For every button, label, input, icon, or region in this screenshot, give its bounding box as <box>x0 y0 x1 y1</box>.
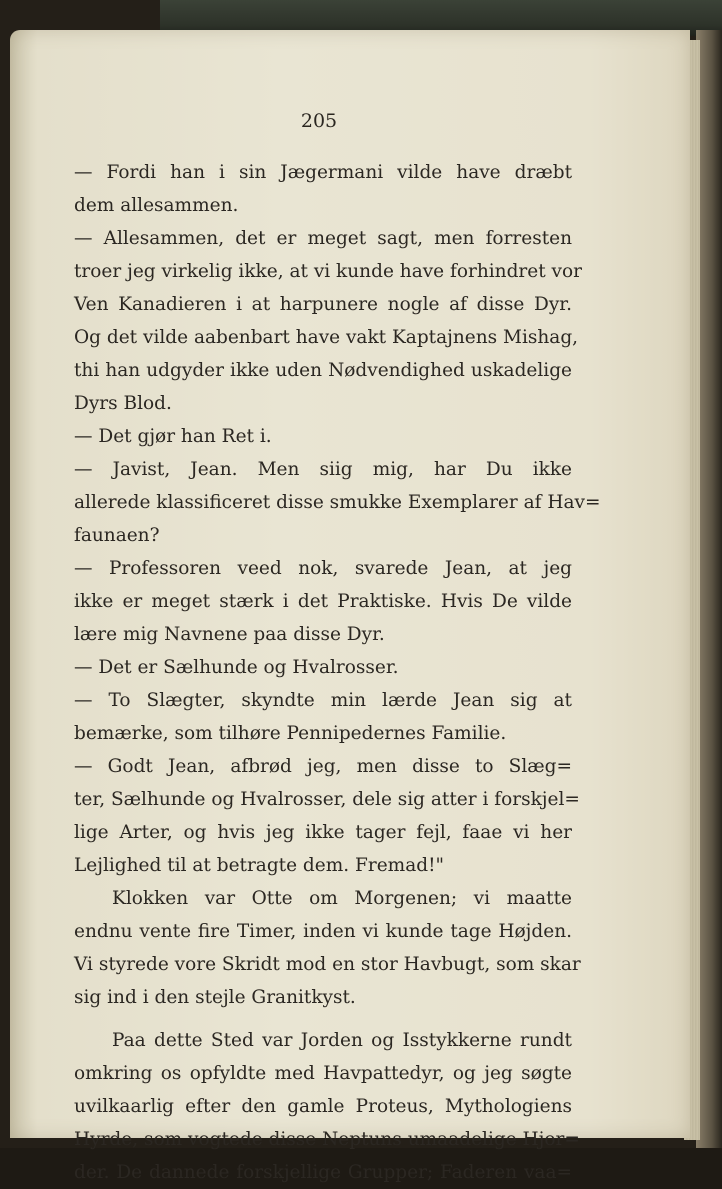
text-line: — Professoren veed nok, svarede Jean, at jeg <box>74 558 572 579</box>
text-line: uvilkaarlig efter den gamle Proteus, Mythologiens <box>74 1096 572 1117</box>
text-line: faunaen? <box>74 525 160 546</box>
text-line: — Allesammen, det er meget sagt, men forresten <box>74 228 572 249</box>
text-line: bemærke, som tilhøre Pennipedernes Familie. <box>74 723 507 744</box>
text-line: dem allesammen. <box>74 195 239 216</box>
text-line: Hyrde, som vogtede disse Neptuns umaadelige Hjor= <box>74 1129 580 1150</box>
text-line: lige Arter, og hvis jeg ikke tager fejl, faae vi her <box>74 822 572 843</box>
text-line: endnu vente fire Timer, inden vi kunde tage Højden. <box>74 921 572 942</box>
text-line: Og det vilde aabenbart have vakt Kaptajnens Mishag, <box>74 327 579 348</box>
text-line: — Godt Jean, afbrød jeg, men disse to Slæg= <box>74 756 572 777</box>
text-line: — Det er Sælhunde og Hvalrosser. <box>74 657 399 678</box>
text-line: Lejlighed til at betragte dem. Fremad!" <box>74 855 445 876</box>
text-line: allerede klassificeret disse smukke Exemplarer af Hav= <box>74 492 601 513</box>
text-line: troer jeg virkelig ikke, at vi kunde have forhindret vor <box>74 261 582 282</box>
text-line: Vi styrede vore Skridt mod en stor Havbugt, som skar <box>74 954 581 975</box>
text-line: thi han udgyder ikke uden Nødvendighed uskadelige <box>74 360 572 381</box>
text-line: lære mig Navnene paa disse Dyr. <box>74 624 385 645</box>
page-number: 205 <box>300 110 338 132</box>
body-text <box>74 156 601 1189</box>
text-line: sig ind i den stejle Granitkyst. <box>74 987 356 1008</box>
text-line: der. De dannede forskjellige Grupper; Faderen vaa= <box>74 1162 572 1183</box>
text-line: Ven Kanadieren i at harpunere nogle af disse Dyr. <box>74 294 572 315</box>
text-line: Klokken var Otte om Morgenen; vi maatte <box>112 888 572 909</box>
text-line: Paa dette Sted var Jorden og Isstykkerne rundt <box>112 1030 572 1051</box>
book-page <box>10 30 690 1183</box>
text-line: — Javist, Jean. Men siig mig, har Du ikke <box>74 459 572 480</box>
text-line: ikke er meget stærk i det Praktiske. Hvis De vilde <box>74 591 572 612</box>
text-line: — Fordi han i sin Jægermani vilde have dræbt <box>74 162 572 183</box>
text-line: — To Slægter, skyndte min lærde Jean sig at <box>74 690 572 711</box>
text-line: Dyrs Blod. <box>74 393 172 414</box>
text-line: omkring os opfyldte med Havpattedyr, og jeg søgte <box>74 1063 572 1084</box>
text-line: — Det gjør han Ret i. <box>74 426 272 447</box>
text-line: ter, Sælhunde og Hvalrosser, dele sig atter i forskjel= <box>74 789 580 810</box>
